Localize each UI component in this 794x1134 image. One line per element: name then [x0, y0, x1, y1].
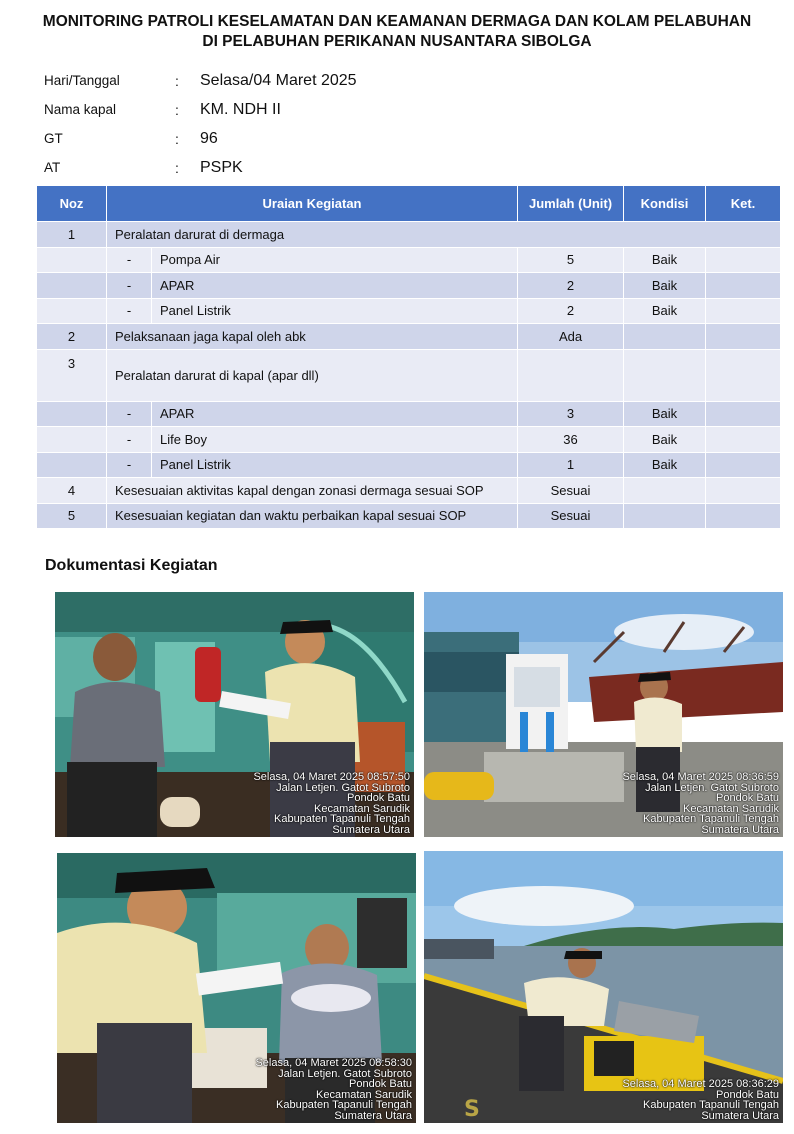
cell-ket [706, 273, 781, 299]
cell-qty: 2 [518, 298, 624, 324]
table-header-row [37, 186, 781, 222]
stamp-line: Pondok Batu [716, 1088, 779, 1101]
photo-timestamp [622, 1079, 779, 1121]
cell-no [37, 401, 107, 427]
table-row [37, 222, 781, 248]
table-row [37, 452, 781, 478]
cell-ket [706, 452, 781, 478]
header-kondisi: Kondisi [624, 186, 706, 222]
cell-item: Kesesuaian aktivitas kapal dengan zonasi dermaga sesuai SOP [107, 478, 518, 504]
table-row [37, 247, 781, 273]
cell-item: Kesesuaian kegiatan dan waktu perbaikan kapal sesuai SOP [107, 503, 518, 529]
cell-cond: Baik [624, 247, 706, 273]
cell-qty: 1 [518, 452, 624, 478]
meta-row-gt [44, 124, 357, 153]
header-no: Noz [37, 186, 107, 222]
table-row [37, 401, 781, 427]
meta-label: Hari/Tanggal [44, 73, 120, 88]
documentation-heading: Dokumentasi Kegiatan [45, 557, 218, 574]
photo-timestamp [253, 772, 410, 835]
meta-colon: : [175, 101, 179, 118]
meta-row-at [44, 153, 357, 182]
cell-ket [706, 247, 781, 273]
stamp-line: Kecamatan Sarudik [314, 802, 410, 815]
cell-item: Peralatan darurat di kapal (apar dll) [107, 349, 518, 401]
cell-qty: 3 [518, 401, 624, 427]
document-title [0, 12, 794, 52]
cell-cond [624, 349, 706, 401]
meta-colon: : [175, 130, 179, 147]
header-ket: Ket. [706, 186, 781, 222]
meta-label: AT [44, 160, 61, 175]
cell-cond: Baik [624, 452, 706, 478]
stamp-line: Kabupaten Tapanuli Tengah [276, 1099, 412, 1111]
svg-text:S: S [464, 1097, 480, 1122]
cell-cond [624, 503, 706, 529]
cell-ket [706, 401, 781, 427]
stamp-line: Sumatera Utara [701, 1109, 779, 1122]
table-row [37, 273, 781, 299]
cell-dash: - [107, 427, 152, 453]
cell-item: Life Boy [152, 427, 518, 453]
table-row [37, 427, 781, 453]
title-line-1: MONITORING PATROLI KESELAMATAN DAN KEAMANAN DERMAGA DAN KOLAM PELABUHAN [42, 13, 752, 30]
cell-no [37, 247, 107, 273]
meta-label: GT [44, 131, 63, 146]
meta-value: KM. NDH II [200, 100, 281, 118]
header-uraian: Uraian Kegiatan [107, 186, 518, 222]
meta-value: Selasa/04 Maret 2025 [200, 71, 357, 89]
table-row [37, 503, 781, 529]
cell-cond [624, 478, 706, 504]
cell-no: 5 [37, 503, 107, 529]
meta-colon: : [175, 159, 179, 176]
cell-ket [706, 427, 781, 453]
stamp-line: Sumatera Utara [701, 823, 779, 836]
cell-dash: - [107, 452, 152, 478]
meta-row-ship [44, 95, 357, 124]
stamp-line: Kecamatan Sarudik [316, 1088, 412, 1101]
cell-cond [624, 324, 706, 350]
inspection-table [36, 185, 781, 529]
cell-ket [706, 324, 781, 350]
cell-ket [706, 478, 781, 504]
cell-no [37, 273, 107, 299]
photo-timestamp [622, 772, 779, 835]
activity-photo-4 [424, 851, 783, 1123]
stamp-line: Pondok Batu [349, 1078, 412, 1090]
cell-ket [706, 503, 781, 529]
title-line-2: DI PELABUHAN PERIKANAN NUSANTARA SIBOLGA [202, 33, 592, 50]
meta-colon: : [175, 72, 179, 89]
cell-qty [518, 349, 624, 401]
stamp-line: Kabupaten Tapanuli Tengah [274, 813, 410, 825]
stamp-line: Kabupaten Tapanuli Tengah [643, 813, 779, 825]
stamp-line: Selasa, 04 Maret 2025 08:58:30 [255, 1057, 412, 1069]
cell-no: 2 [37, 324, 107, 350]
cell-dash: - [107, 273, 152, 299]
stamp-line: Sumatera Utara [332, 823, 410, 836]
stamp-line: Kecamatan Sarudik [683, 802, 779, 815]
meta-row-date [44, 66, 357, 95]
meta-value: 96 [200, 129, 218, 147]
cell-qty: Sesuai [518, 478, 624, 504]
table-row [37, 349, 781, 401]
cell-cond: Baik [624, 298, 706, 324]
stamp-line: Kabupaten Tapanuli Tengah [643, 1099, 779, 1111]
meta-value: PSPK [200, 158, 243, 176]
cell-no [37, 427, 107, 453]
cell-ket [706, 298, 781, 324]
cell-qty: 36 [518, 427, 624, 453]
cell-dash: - [107, 298, 152, 324]
cell-no: 1 [37, 222, 107, 248]
table-row [37, 298, 781, 324]
cell-cond: Baik [624, 401, 706, 427]
cell-no [37, 452, 107, 478]
stamp-line: Selasa, 04 Maret 2025 08:36:29 [622, 1078, 779, 1090]
stamp-line: Jalan Letjen. Gatot Subroto [278, 1067, 412, 1080]
cell-item: Pompa Air [152, 247, 518, 273]
cell-cond: Baik [624, 273, 706, 299]
stamp-line: Jalan Letjen. Gatot Subroto [645, 781, 779, 794]
cell-no: 4 [37, 478, 107, 504]
vessel-info [44, 66, 357, 182]
cell-qty: Sesuai [518, 503, 624, 529]
table-row [37, 478, 781, 504]
stamp-line: Sumatera Utara [334, 1109, 412, 1122]
cell-dash: - [107, 247, 152, 273]
activity-photo-1 [55, 592, 414, 837]
activity-photo-3 [57, 853, 416, 1123]
photo-timestamp [255, 1058, 412, 1121]
header-jumlah: Jumlah (Unit) [518, 186, 624, 222]
cell-item: APAR [152, 401, 518, 427]
cell-item: Pelaksanaan jaga kapal oleh abk [107, 324, 518, 350]
cell-qty: 2 [518, 273, 624, 299]
stamp-line: Selasa, 04 Maret 2025 08:36:59 [622, 771, 779, 783]
cell-item: Panel Listrik [152, 452, 518, 478]
cell-cond: Baik [624, 427, 706, 453]
cell-no [37, 298, 107, 324]
cell-qty: Ada [518, 324, 624, 350]
table-row [37, 324, 781, 350]
meta-label: Nama kapal [44, 102, 117, 117]
cell-qty: 5 [518, 247, 624, 273]
stamp-line: Pondok Batu [716, 792, 779, 804]
cell-dash: - [107, 401, 152, 427]
cell-ket [706, 349, 781, 401]
cell-no: 3 [37, 349, 107, 401]
stamp-line: Selasa, 04 Maret 2025 08:57:50 [253, 771, 410, 783]
stamp-line: Jalan Letjen. Gatot Subroto [276, 781, 410, 794]
cell-item: Peralatan darurat di dermaga [107, 222, 781, 248]
stamp-line: Pondok Batu [347, 792, 410, 804]
activity-photo-2 [424, 592, 783, 837]
cell-item: APAR [152, 273, 518, 299]
cell-item: Panel Listrik [152, 298, 518, 324]
